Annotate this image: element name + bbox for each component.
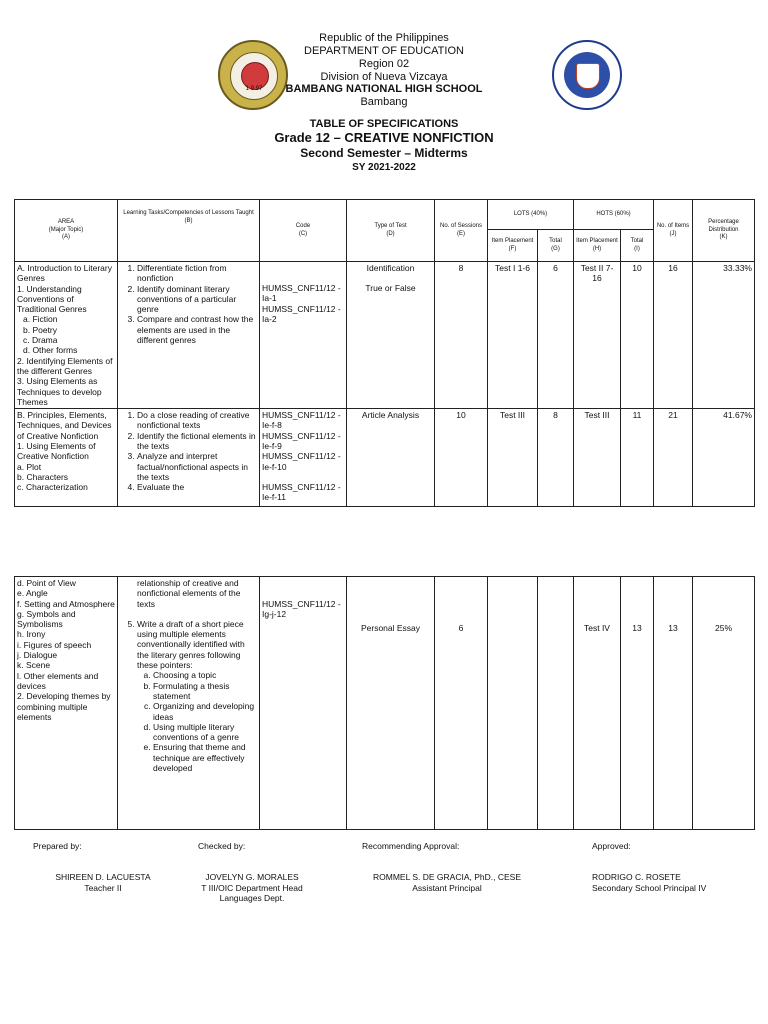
school-seal-logo: 1 9 97: [218, 40, 288, 110]
row-a-pct: 33.33%: [693, 262, 755, 409]
col-total-g: Total (G): [538, 230, 574, 262]
row-a-items: 16: [654, 262, 693, 409]
list-item: 3. Compare and contrast how the elements are used in the different genres: [137, 314, 257, 345]
list-item: 3. Analyze and interpret factual/nonfictional aspects in the texts: [137, 451, 257, 482]
header-region: Region 02: [358, 58, 410, 70]
col-items: No. of Items (J): [654, 200, 693, 262]
row-c-tasks: [118, 577, 260, 830]
row-c-area: d. Point of View e. Angle f. Setting and Atmosphere g. Symbols and Symbolisms h. Irony i. Figures of speech j. Dialogue k. Scene l. Other elements and devices 2. Developing themes by combining multiple elements: [15, 577, 118, 830]
row-c-type: Personal Essay: [347, 577, 435, 830]
row-b-area: B. Principles, Elements, Techniques, and Devices of Creative Nonfiction 1. Using Elements of Creative Nonfiction a. Plot b. Characters c. Characterization: [15, 409, 118, 507]
row-a-tasks: [118, 262, 260, 409]
doc-title: TABLE OF SPECIFICATIONS: [309, 118, 459, 130]
row-a-sessions: 8: [435, 262, 488, 409]
row-b-tasks: [118, 409, 260, 507]
row-c-sessions: 6: [435, 577, 488, 830]
tos-table-page1: [14, 199, 755, 507]
row-a-lots-placement: Test I 1-6: [488, 262, 538, 409]
list-item: d. Using multiple literary conventions of a genre: [153, 722, 257, 743]
header-division: Division of Nueva Vizcaya: [320, 71, 448, 83]
row-c-code: HUMSS_CNF11/12 -Ig-j-12: [260, 577, 347, 830]
row-a-hots-placement: Test II 7-16: [574, 262, 621, 409]
row-b-hots-placement: Test III: [574, 409, 621, 507]
row-b-code: HUMSS_CNF11/12 -Ie-f-8 HUMSS_CNF11/12 -Ie-f-9 HUMSS_CNF11/12 -Ie-f-10 HUMSS_CNF11/12 -Ie-f-11: [260, 409, 347, 507]
col-hots: HOTS (60%): [574, 200, 654, 230]
header-school: BAMBANG NATIONAL HIGH SCHOOL: [285, 83, 483, 95]
tos-table-page2: [14, 576, 755, 830]
row-c-hots-placement: Test IV: [574, 577, 621, 830]
approved-label: Approved:: [592, 841, 631, 851]
row-a-hots-total: 10: [621, 262, 654, 409]
row-b-hots-total: 11: [621, 409, 654, 507]
list-item: 5. Write a draft of a short piece using multiple elements conventionally identified with the literary genres following these pointers: a. Choosing a topic b. Formulating a thesis statement c. Organizing and developing ideas d. Using multiple literary conventions of a genre e. Ensuring that theme and technique are effectively developed: [137, 619, 257, 773]
doc-subject: Grade 12 – CREATIVE NONFICTION: [274, 130, 494, 145]
row-a-type: Identification True or False: [347, 262, 435, 409]
doc-term: Second Semester – Midterms: [300, 146, 468, 160]
col-type: Type of Test (D): [347, 200, 435, 262]
doc-sy: SY 2021-2022: [352, 162, 416, 173]
row-c-hots-total: 13: [621, 577, 654, 830]
recommending-label: Recommending Approval:: [362, 841, 460, 851]
table-row: [15, 262, 755, 409]
col-lots: LOTS (40%): [488, 200, 574, 230]
row-b-lots-placement: Test III: [488, 409, 538, 507]
task-continuation: relationship of creative and nonfictional elements of the texts: [137, 578, 241, 609]
col-item-placement-h: Item Placement (H): [574, 230, 621, 262]
signatory-checked: JOVELYN G. MORALES T III/OIC Department Head Languages Dept.: [201, 872, 303, 903]
row-b-items: 21: [654, 409, 693, 507]
row-c-lots-total: [538, 577, 574, 830]
table-row: [15, 409, 755, 507]
row-b-pct: 41.67%: [693, 409, 755, 507]
col-tasks: Learning Tasks/Competencies of Lessons Taught (B): [118, 200, 260, 262]
col-area: AREA (Major Topic) (A): [15, 200, 118, 262]
list-item: c. Organizing and developing ideas: [153, 701, 257, 722]
list-item: 4. Evaluate the: [137, 482, 257, 492]
prepared-label: Prepared by:: [33, 841, 82, 851]
list-item: a. Choosing a topic: [153, 670, 257, 680]
list-item: b. Formulating a thesis statement: [153, 681, 257, 702]
row-c-pct: 25%: [693, 577, 755, 830]
col-code: Code (C): [260, 200, 347, 262]
col-total-i: Total (I): [621, 230, 654, 262]
table-row: [15, 577, 755, 830]
row-b-type: Article Analysis: [347, 409, 435, 507]
header-deped: DEPARTMENT OF EDUCATION: [304, 45, 464, 57]
col-item-placement-f: Item Placement (F): [488, 230, 538, 262]
checked-label: Checked by:: [198, 841, 246, 851]
row-b-sessions: 10: [435, 409, 488, 507]
list-item: 2. Identify dominant literary conventions of a particular genre: [137, 284, 257, 315]
signatory-approved: RODRIGO C. ROSETE Secondary School Principal IV: [592, 872, 707, 893]
header-town: Bambang: [360, 96, 408, 108]
list-item: 1. Differentiate fiction from nonfiction: [137, 263, 257, 284]
row-a-lots-total: 6: [538, 262, 574, 409]
signatory-prepared: SHIREEN D. LACUESTA Teacher II: [55, 872, 151, 893]
row-c-items: 13: [654, 577, 693, 830]
col-pct: Percentage Distribution (K): [693, 200, 755, 262]
row-c-lots-placement: [488, 577, 538, 830]
list-item: 2. Identify the fictional elements in the texts: [137, 431, 257, 452]
row-a-code: HUMSS_CNF11/12 -Ia-1 HUMSS_CNF11/12 -Ia-2: [260, 262, 347, 409]
list-item: e. Ensuring that theme and technique are effectively developed: [153, 742, 257, 773]
row-a-area: A. Introduction to Literary Genres 1. Understanding Conventions of Traditional Genres a. Fiction b. Poetry c. Drama d. Other forms 2. Identifying Elements of the different Genres 3. Using Elements as Techniques to develop Themes: [15, 262, 118, 409]
row-b-lots-total: 8: [538, 409, 574, 507]
col-sessions: No. of Sessions (E): [435, 200, 488, 262]
list-item: 1. Do a close reading of creative nonfictional texts: [137, 410, 257, 431]
header-republic: Republic of the Philippines: [319, 32, 449, 44]
signatory-recommending: ROMMEL S. DE GRACIA, PhD., CESE Assistant Principal: [373, 872, 521, 893]
